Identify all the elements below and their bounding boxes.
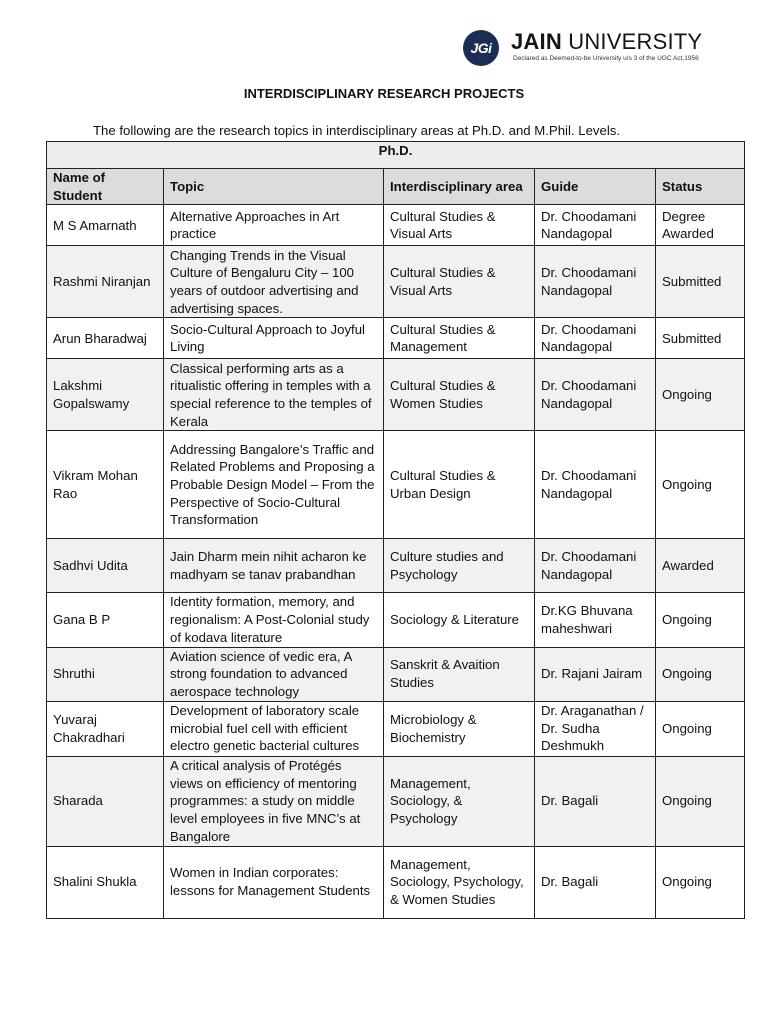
cell-topic: Classical performing arts as a ritualistic offering in temples with a special reference to the temples of Kerala [164,359,384,431]
university-tagline: Declared as Deemed-to-be University u/s 3 of the UGC Act,1956 [513,55,699,62]
cell-status: Ongoing [656,647,745,701]
cell-status: Ongoing [656,846,745,918]
cell-area: Sociology & Literature [384,593,535,647]
cell-area: Cultural Studies & Visual Arts [384,205,535,246]
table-row [47,701,745,756]
cell-guide: Dr. Bagali [535,846,656,918]
cell-name: Shruthi [47,647,164,701]
cell-area: Culture studies and Psychology [384,539,535,593]
cell-guide: Dr. Choodamani Nandagopal [535,539,656,593]
cell-status: Ongoing [656,593,745,647]
cell-name: Sadhvi Udita [47,539,164,593]
cell-guide: Dr.KG Bhuvana maheshwari [535,593,656,647]
cell-name: M S Amarnath [47,205,164,246]
cell-area: Microbiology & Biochemistry [384,701,535,756]
intro-text: The following are the research topics in interdisciplinary areas at Ph.D. and M.Phil. Levels. [93,123,621,138]
cell-topic: Development of laboratory scale microbial fuel cell with efficient electro genetic bacterial cultures [164,701,384,756]
cell-area: Management, Sociology, Psychology, & Women Studies [384,846,535,918]
cell-name: Sharada [47,756,164,846]
cell-area: Management, Sociology, & Psychology [384,756,535,846]
column-header-topic: Topic [164,169,384,205]
cell-area: Cultural Studies & Women Studies [384,359,535,431]
cell-area: Cultural Studies & Visual Arts [384,246,535,318]
table-row [47,593,745,647]
cell-topic: Alternative Approaches in Art practice [164,205,384,246]
cell-guide: Dr. Choodamani Nandagopal [535,205,656,246]
table-row [47,246,745,318]
cell-status: Submitted [656,246,745,318]
cell-guide: Dr. Araganathan / Dr. Sudha Deshmukh [535,701,656,756]
cell-name: Lakshmi Gopalswamy [47,359,164,431]
jgi-logo-icon: JGi [463,30,499,66]
cell-status: Ongoing [656,701,745,756]
university-name-rest: UNIVERSITY [568,29,703,54]
column-header-guide: Guide [535,169,656,205]
cell-topic: Changing Trends in the Visual Culture of Bengaluru City – 100 years of outdoor advertising and advertising spaces. [164,246,384,318]
table-row [47,318,745,359]
column-header-area: Interdisciplinary area [384,169,535,205]
section-row [47,142,745,169]
page-title: INTERDISCIPLINARY RESEARCH PROJECTS [243,86,525,101]
research-projects-table [46,141,745,919]
cell-guide: Dr. Choodamani Nandagopal [535,359,656,431]
column-header-name: Name of Student [47,169,164,205]
cell-area: Sanskrit & Avaition Studies [384,647,535,701]
cell-area: Cultural Studies & Urban Design [384,431,535,539]
cell-guide: Dr. Choodamani Nandagopal [535,431,656,539]
university-name [511,29,702,55]
cell-guide: Dr. Bagali [535,756,656,846]
cell-status: Ongoing [656,431,745,539]
cell-topic: Socio-Cultural Approach to Joyful Living [164,318,384,359]
column-header-status: Status [656,169,745,205]
university-name-bold: JAIN [511,29,562,54]
cell-name: Arun Bharadwaj [47,318,164,359]
cell-name: Rashmi Niranjan [47,246,164,318]
cell-name: Shalini Shukla [47,846,164,918]
cell-name: Gana B P [47,593,164,647]
cell-status: Awarded [656,539,745,593]
cell-status: Degree Awarded [656,205,745,246]
cell-topic: A critical analysis of Protégés views on efficiency of mentoring programmes: a study on middle level employees in five MNC’s at Bangalore [164,756,384,846]
cell-name: Vikram Mohan Rao [47,431,164,539]
table-row [47,539,745,593]
table-row [47,647,745,701]
table-row [47,205,745,246]
table-row [47,756,745,846]
cell-topic: Jain Dharm mein nihit acharon ke madhyam se tanav prabandhan [164,539,384,593]
cell-topic: Identity formation, memory, and regionalism: A Post-Colonial study of kodava literature [164,593,384,647]
table-row [47,846,745,918]
cell-area: Cultural Studies & Management [384,318,535,359]
cell-guide: Dr. Choodamani Nandagopal [535,318,656,359]
table-row [47,359,745,431]
cell-topic: Aviation science of vedic era, A strong foundation to advanced aerospace technology [164,647,384,701]
cell-status: Submitted [656,318,745,359]
cell-status: Ongoing [656,359,745,431]
header-row [47,169,745,205]
cell-status: Ongoing [656,756,745,846]
cell-guide: Dr. Rajani Jairam [535,647,656,701]
cell-topic: Women in Indian corporates: lessons for Management Students [164,846,384,918]
university-logo [463,29,743,69]
section-title: Ph.D. [47,142,745,169]
cell-topic: Addressing Bangalore’s Traffic and Related Problems and Proposing a Probable Design Model – From the Perspective of Socio-Cultural Transformation [164,431,384,539]
cell-guide: Dr. Choodamani Nandagopal [535,246,656,318]
cell-name: Yuvaraj Chakradhari [47,701,164,756]
table-row [47,431,745,539]
